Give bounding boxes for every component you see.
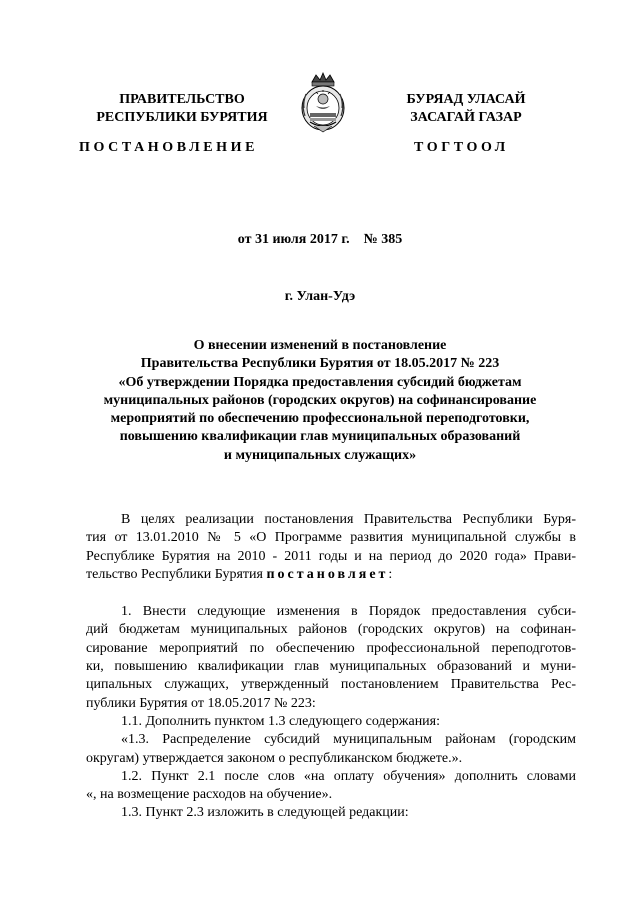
title-line: повышению квалификации глав муниципальных образований	[119, 429, 521, 445]
item-1-2-line: 1.2. Пункт 2.1 после слов «на оплату обучения» дополнить словами	[121, 768, 576, 784]
government-name-buryat-line2: ЗАСАГАЙ ГАЗАР	[410, 110, 522, 125]
item-1-line: ципальных служащих, утвержденный постановлением Правительства Рес-	[86, 677, 576, 693]
document-title	[60, 337, 580, 465]
preamble-line: Республике Бурятия на 2010 - 2011 годы и на период до 2020 года» Прави-	[86, 548, 576, 564]
item-1-line: сирование мероприятий по обеспечению профессиональной переподготов-	[86, 640, 576, 656]
item-1-line: дий бюджетам муниципальных районов (городских округов) на софинан-	[86, 622, 576, 638]
preamble-colon: :	[388, 566, 393, 582]
item-1-line: 1. Внести следующие изменения в Порядок предоставления субси-	[121, 604, 576, 620]
government-name-line2: РЕСПУБЛИКИ БУРЯТИЯ	[96, 110, 268, 125]
item-1-3: 1.3. Пункт 2.3 изложить в следующей редакции:	[121, 805, 409, 821]
title-line: «Об утверждении Порядка предоставления субсидий бюджетам	[118, 374, 522, 390]
preamble-paragraph	[86, 511, 576, 584]
resolves-keyword: постановляет	[266, 566, 389, 582]
item-1-3-quote	[86, 731, 576, 768]
item-1-2-line: «, на возмещение расходов на обучение».	[86, 787, 333, 803]
document-date: от 31 июля 2017 г.	[237, 232, 350, 247]
document-body	[86, 511, 576, 823]
header-left-block	[84, 91, 280, 127]
item-1-paragraph	[86, 603, 576, 713]
quote-line: «1.3. Распределение субсидий муниципальным районам (городским	[121, 732, 576, 748]
title-line: мероприятий по обеспечению профессиональной переподготовки,	[110, 411, 530, 427]
quote-line: округам) утверждается законом о республиканском бюджете.».	[86, 750, 463, 766]
item-1-line: публики Бурятия от 18.05.2017 № 223:	[86, 695, 316, 711]
title-line: О внесении изменений в постановление	[193, 338, 447, 353]
title-line: и муниципальных служащих»	[223, 447, 417, 463]
government-name-buryat-line1: БУРЯАД УЛАСАЙ	[406, 92, 526, 107]
title-line: Правительства Республики Бурятия от 18.05.2017 № 223	[140, 356, 500, 372]
item-1-line: ки, повышению квалификации глав муниципальных образований и муни-	[86, 659, 576, 675]
preamble-line: тия от 13.01.2010 № 5 «О Программе развития муниципальной службы в	[86, 530, 576, 546]
item-1-1: 1.1. Дополнить пунктом 1.3 следующего содержания:	[121, 713, 441, 729]
title-line: муниципальных районов (городских округов) на софинансирование	[103, 392, 537, 408]
preamble-text: тельство Республики Бурятия	[86, 566, 267, 582]
item-1-2	[86, 768, 576, 805]
preamble-line: В целях реализации постановления Правительства Республики Буря-	[121, 512, 576, 527]
document-type-russian: ПОСТАНОВЛЕНИЕ	[79, 140, 259, 155]
header-right-block	[368, 91, 564, 127]
government-name-line1: ПРАВИТЕЛЬСТВО	[119, 92, 245, 107]
preamble-line	[86, 566, 576, 584]
document-number: № 385	[363, 232, 403, 247]
city: г. Улан-Удэ	[284, 289, 356, 304]
coat-of-arms-icon	[298, 72, 348, 134]
document-type-buryat: ТОГТООЛ	[414, 140, 509, 155]
date-number-line	[0, 232, 640, 248]
